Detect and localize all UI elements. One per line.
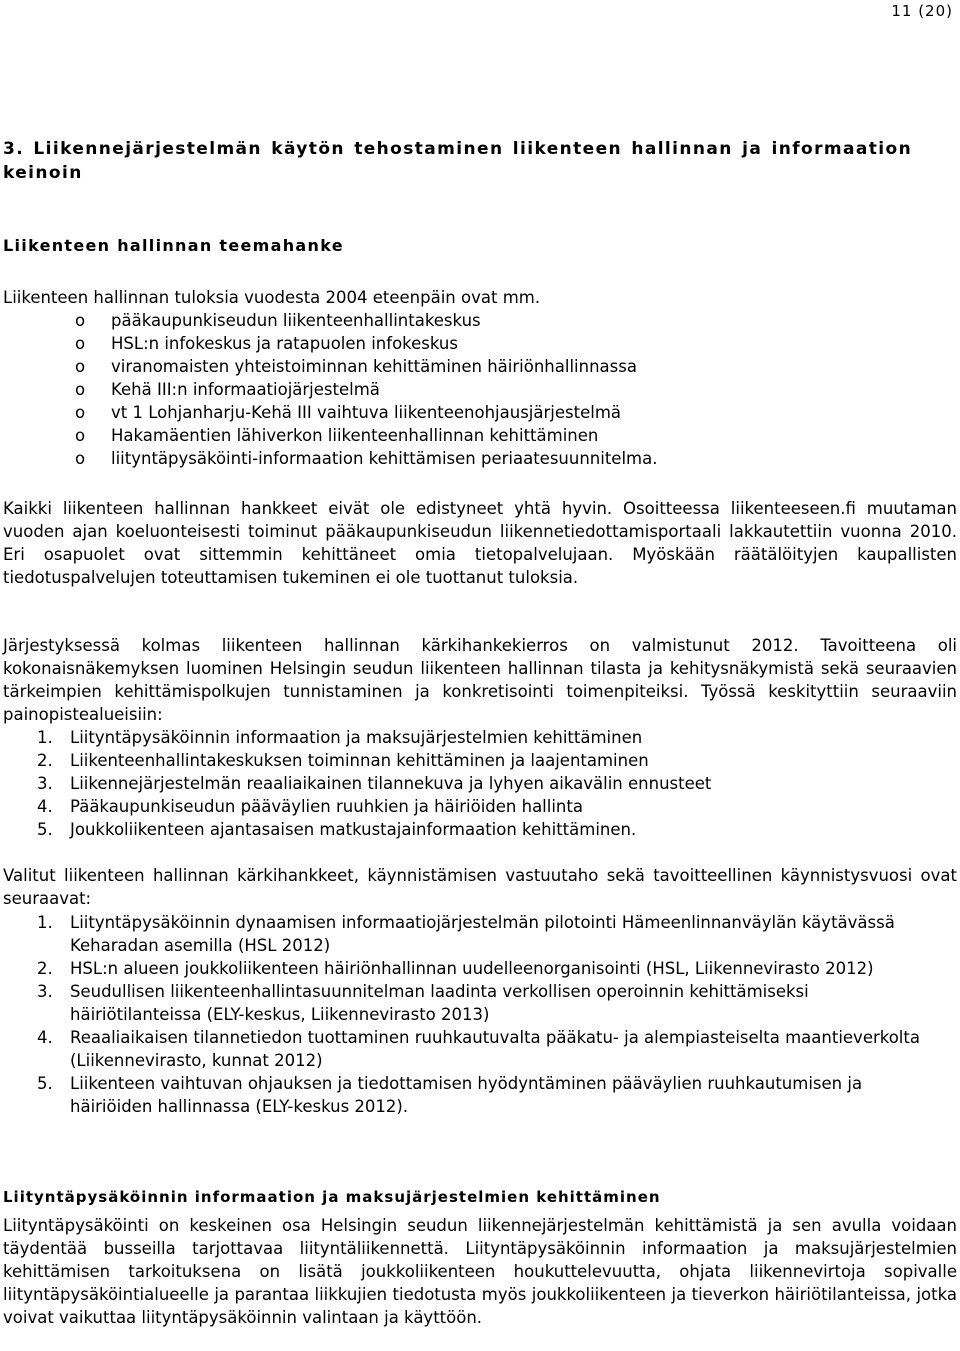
page-number: 11 (20) (891, 2, 953, 20)
list-item (3, 795, 957, 818)
list-number: 4. (37, 1028, 53, 1047)
bullet-marker: o (75, 426, 86, 445)
list-item-text: Hakamäentien lähiverkon liikenteenhallinnan kehittäminen (111, 426, 599, 445)
list-item (3, 355, 657, 378)
list-item (3, 749, 957, 772)
list-number: 5. (37, 820, 53, 839)
focus-areas-list (3, 726, 957, 841)
projects-list (3, 911, 957, 1118)
bullet-marker: o (75, 311, 86, 330)
list-item-text: Liikennejärjestelmän reaaliaikainen tilannekuva ja lyhyen aikavälin ennusteet (70, 774, 712, 793)
list-number: 5. (37, 1074, 53, 1093)
list-number: 2. (37, 751, 53, 770)
sub-heading: Liikenteen hallinnan teemahanke (3, 236, 344, 255)
bullet-marker: o (75, 357, 86, 376)
list-item (3, 980, 957, 1026)
list-number: 4. (37, 797, 53, 816)
list-number: 3. (37, 774, 53, 793)
paragraph-selected: Valitut liikenteen hallinnan kärkihankkeet, käynnistämisen vastuutaho sekä tavoitteellinen käynnistysvuosi ovat seuraavat: (3, 866, 957, 908)
list-item-text: Liikenteenhallintakeskuksen toiminnan kehittäminen ja laajentaminen (70, 751, 649, 770)
list-number: 2. (37, 959, 53, 978)
main-heading: 3. Liikennejärjestelmän käytön tehostaminen liikenteen hallinnan ja informaation keinoin (3, 139, 913, 183)
section-heading: Liityntäpysäköinnin informaation ja maksujärjestelmien kehittäminen (3, 1188, 661, 1206)
list-item-text: liityntäpysäköinti-informaation kehittämisen periaatesuunnitelma. (111, 449, 658, 468)
paragraph-round: Järjestyksessä kolmas liikenteen hallinnan kärkihankekierros on valmistunut 2012. Tavoitteena oli kokonaisnäkemyksen luominen Helsingin seudun liikenteen hallinnan tilasta ja kehitysnäkymistä sekä seuraavien tärkeimpien kehittämispolkujen tunnistaminen ja konkretisointi toimenpiteiksi. Työssä keskityttiin seuraaviin painopistealueisiin: (3, 636, 957, 724)
bullet-marker: o (75, 403, 86, 422)
list-item (3, 447, 657, 470)
paragraph-park-and-ride: Liityntäpysäköinti on keskeinen osa Helsingin seudun liikennejärjestelmän kehittämistä ja sen avulla voidaan täydentää busseilla tarjottavaa liityntäliikennettä. Liityntäpysäköinnin informaation ja maksujärjestelmien kehittämisen tarkoituksena on lisätä joukkoliikenteen houkuttelevuutta, ohjata liikennevirtoja sopivalle liityntäpysäköintialueelle ja parantaa liikkujien tiedotusta myös joukkoliikenteen ja tieverkon häiriötilanteissa, jotka voivat vaikuttaa liityntäpysäköinnin valintaan ja käyttöön. (3, 1216, 957, 1327)
list-item-text: HSL:n alueen joukkoliikenteen häiriönhallinnan uudelleenorganisointi (HSL, Liikennevirasto 2012) (70, 959, 874, 978)
list-item (3, 772, 957, 795)
list-item-text: HSL:n infokeskus ja ratapuolen infokeskus (111, 334, 458, 353)
list-item (3, 401, 657, 424)
list-item-text: Pääkaupunkiseudun pääväylien ruuhkien ja häiriöiden hallinta (70, 797, 583, 816)
list-item (3, 726, 957, 749)
list-item-text: Reaaliaikaisen tilannetiedon tuottaminen ruuhkautuvalta pääkatu- ja alempiasteiselta maantieverkolta (Liikennevirasto, kunnat 2012) (70, 1028, 920, 1070)
bullet-marker: o (75, 449, 86, 468)
list-item-text: Joukkoliikenteen ajantasaisen matkustajainformaation kehittäminen. (70, 820, 637, 839)
list-item (3, 424, 657, 447)
list-item-text: Seudullisen liikenteenhallintasuunnitelman laadinta verkollisen operoinnin kehittämiseksi häiriötilanteissa (ELY-keskus, Liikennevirasto 2013) (70, 982, 809, 1024)
list-item-text: pääkaupunkiseudun liikenteenhallintakeskus (111, 311, 481, 330)
list-item-text: Kehä III:n informaatiojärjestelmä (111, 380, 380, 399)
list-item (3, 378, 657, 401)
list-item (3, 957, 957, 980)
list-item-text: viranomaisten yhteistoiminnan kehittäminen häiriönhallinnassa (111, 357, 637, 376)
list-item (3, 1026, 957, 1072)
list-item (3, 818, 957, 841)
list-number: 1. (37, 728, 53, 747)
list-item-text: Liityntäpysäköinnin dynaamisen informaatiojärjestelmän pilotointi Hämeenlinnanväylän käytävässä Keharadan asemilla (HSL 2012) (70, 913, 895, 955)
list-item (3, 1072, 957, 1118)
list-item-text: Liikenteen vaihtuvan ohjauksen ja tiedottamisen hyödyntäminen pääväylien ruuhkautumisen ja häiriöiden hallinnassa (ELY-keskus 2012). (70, 1074, 863, 1116)
list-number: 3. (37, 982, 53, 1001)
bullet-marker: o (75, 380, 86, 399)
paragraph-portal: Kaikki liikenteen hallinnan hankkeet eivät ole edistyneet yhtä hyvin. Osoitteessa liikenteeseen.fi muutaman vuoden ajan koeluonteisesti toiminut pääkaupunkiseudun liikennetiedottamisportaali lakkautettiin vuonna 2010. Eri osapuolet ovat sittemmin kehittäneet omia tietopalvelujaan. Myöskään räätälöityjen kaupallisten tiedotuspalvelujen toteuttamisen tukeminen ei ole tuottanut tuloksia. (3, 499, 957, 587)
list-item-text: Liityntäpysäköinnin informaation ja maksujärjestelmien kehittäminen (70, 728, 643, 747)
list-number: 1. (37, 913, 53, 932)
list-item-text: vt 1 Lohjanharju-Kehä III vaihtuva liikenteenohjausjärjestelmä (111, 403, 622, 422)
bullet-marker: o (75, 334, 86, 353)
list-item (3, 332, 657, 355)
intro-text: Liikenteen hallinnan tuloksia vuodesta 2004 eteenpäin ovat mm. (3, 288, 541, 307)
results-bullet-list (3, 309, 657, 470)
list-item (3, 309, 657, 332)
list-item (3, 911, 957, 957)
